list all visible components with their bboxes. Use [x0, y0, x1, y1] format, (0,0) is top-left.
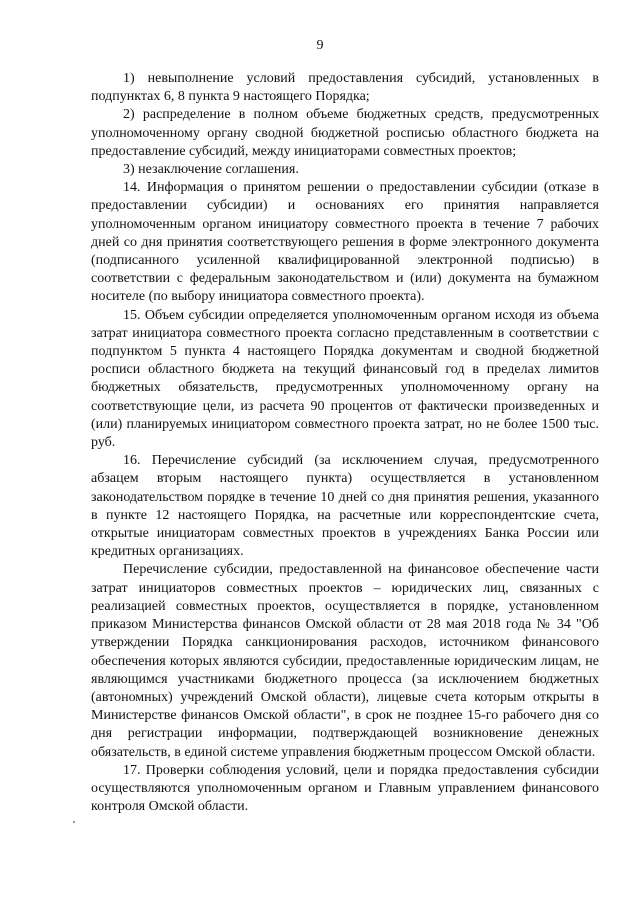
paragraph-item-16-second-part: Перечисление субсидии, предоставленной на финансовое обеспечение части затрат инициаторов совместных проектов – юридических лиц, связанных с реализацией совместных проектов, осуществляется в порядке, установленном приказом Министерства финансов Омской области от 28 мая 2018 года № 34 "Об утверждении Порядка санкционирования расходов, источником финансового обеспечения которых являются субсидии, предоставленные юридическим лицам, не являющимся участниками бюджетного процесса (за исключением бюджетных (автономных) учреждений Омской области), лицевые счета которым открыты в Министерстве финансов Омской области", в срок не позднее 15-го рабочего дня со дня регистрации информации, подтверждающей возникновение денежных обязательств, в единой системе управления бюджетным процессом Омской области.: [91, 562, 599, 760]
document-body: [91, 70, 599, 816]
paragraph-clause-2: 2) распределение в полном объеме бюджетных средств, предусмотренных уполномоченному органу сводной бюджетной росписью областного бюджета на предоставление субсидий, между инициаторами совместных проектов;: [91, 107, 599, 159]
paragraph-item-15: 15. Объем субсидии определяется уполномоченным органом исходя из объема затрат инициатора совместного проекта согласно представленным в соответствии с подпунктом 5 пункта 4 настоящего Порядка документам и сводной бюджетной росписи областного бюджета на текущий финансовый год в пределах лимитов бюджетных обязательств, предусмотренных уполномоченному органу на соответствующие цели, из расчета 90 процентов от фактически произведенных и (или) планируемых инициатором совместного проекта затрат, но не более 1500 тыс. руб.: [91, 307, 599, 451]
paragraph-item-16: 16. Перечисление субсидий (за исключением случая, предусмотренного абзацем вторым настоящего пункта) осуществляется в установленном законодательством порядке в течение 10 дней со дня принятия решения, указанного в пункте 12 настоящего Порядка, на расчетные или корреспондентские счета, открытые инициаторам совместных проектов в учреждениях Банка России или кредитных организациях.: [91, 453, 599, 560]
paragraph-item-14: 14. Информация о принятом решении о предоставлении субсидии (отказе в предоставлении субсидии) и основаниях его принятия направляется уполномоченным органом инициатору совместного проекта в течение 7 рабочих дней со дня принятия соответствующего решения в форме электронного документа (подписанного усиленной квалифицированной электронной подписью) в соответствии с федеральным законодательством и (или) документа на бумажном носителе (по выбору инициатора совместного проекта).: [91, 180, 599, 305]
paragraph-item-17: 17. Проверки соблюдения условий, цели и порядка предоставления субсидии осуществляются уполномоченным органом и Главным управлением финансового контроля Омской области.: [91, 762, 599, 815]
page-number: 9: [316, 38, 324, 53]
scan-mark: [73, 821, 75, 823]
paragraph-clause-1: 1) невыполнение условий предоставления субсидий, установленных в подпунктах 6, 8 пункта 9 настоящего Порядка;: [91, 71, 599, 105]
paragraph-clause-3: 3) незаключение соглашения.: [123, 162, 299, 178]
